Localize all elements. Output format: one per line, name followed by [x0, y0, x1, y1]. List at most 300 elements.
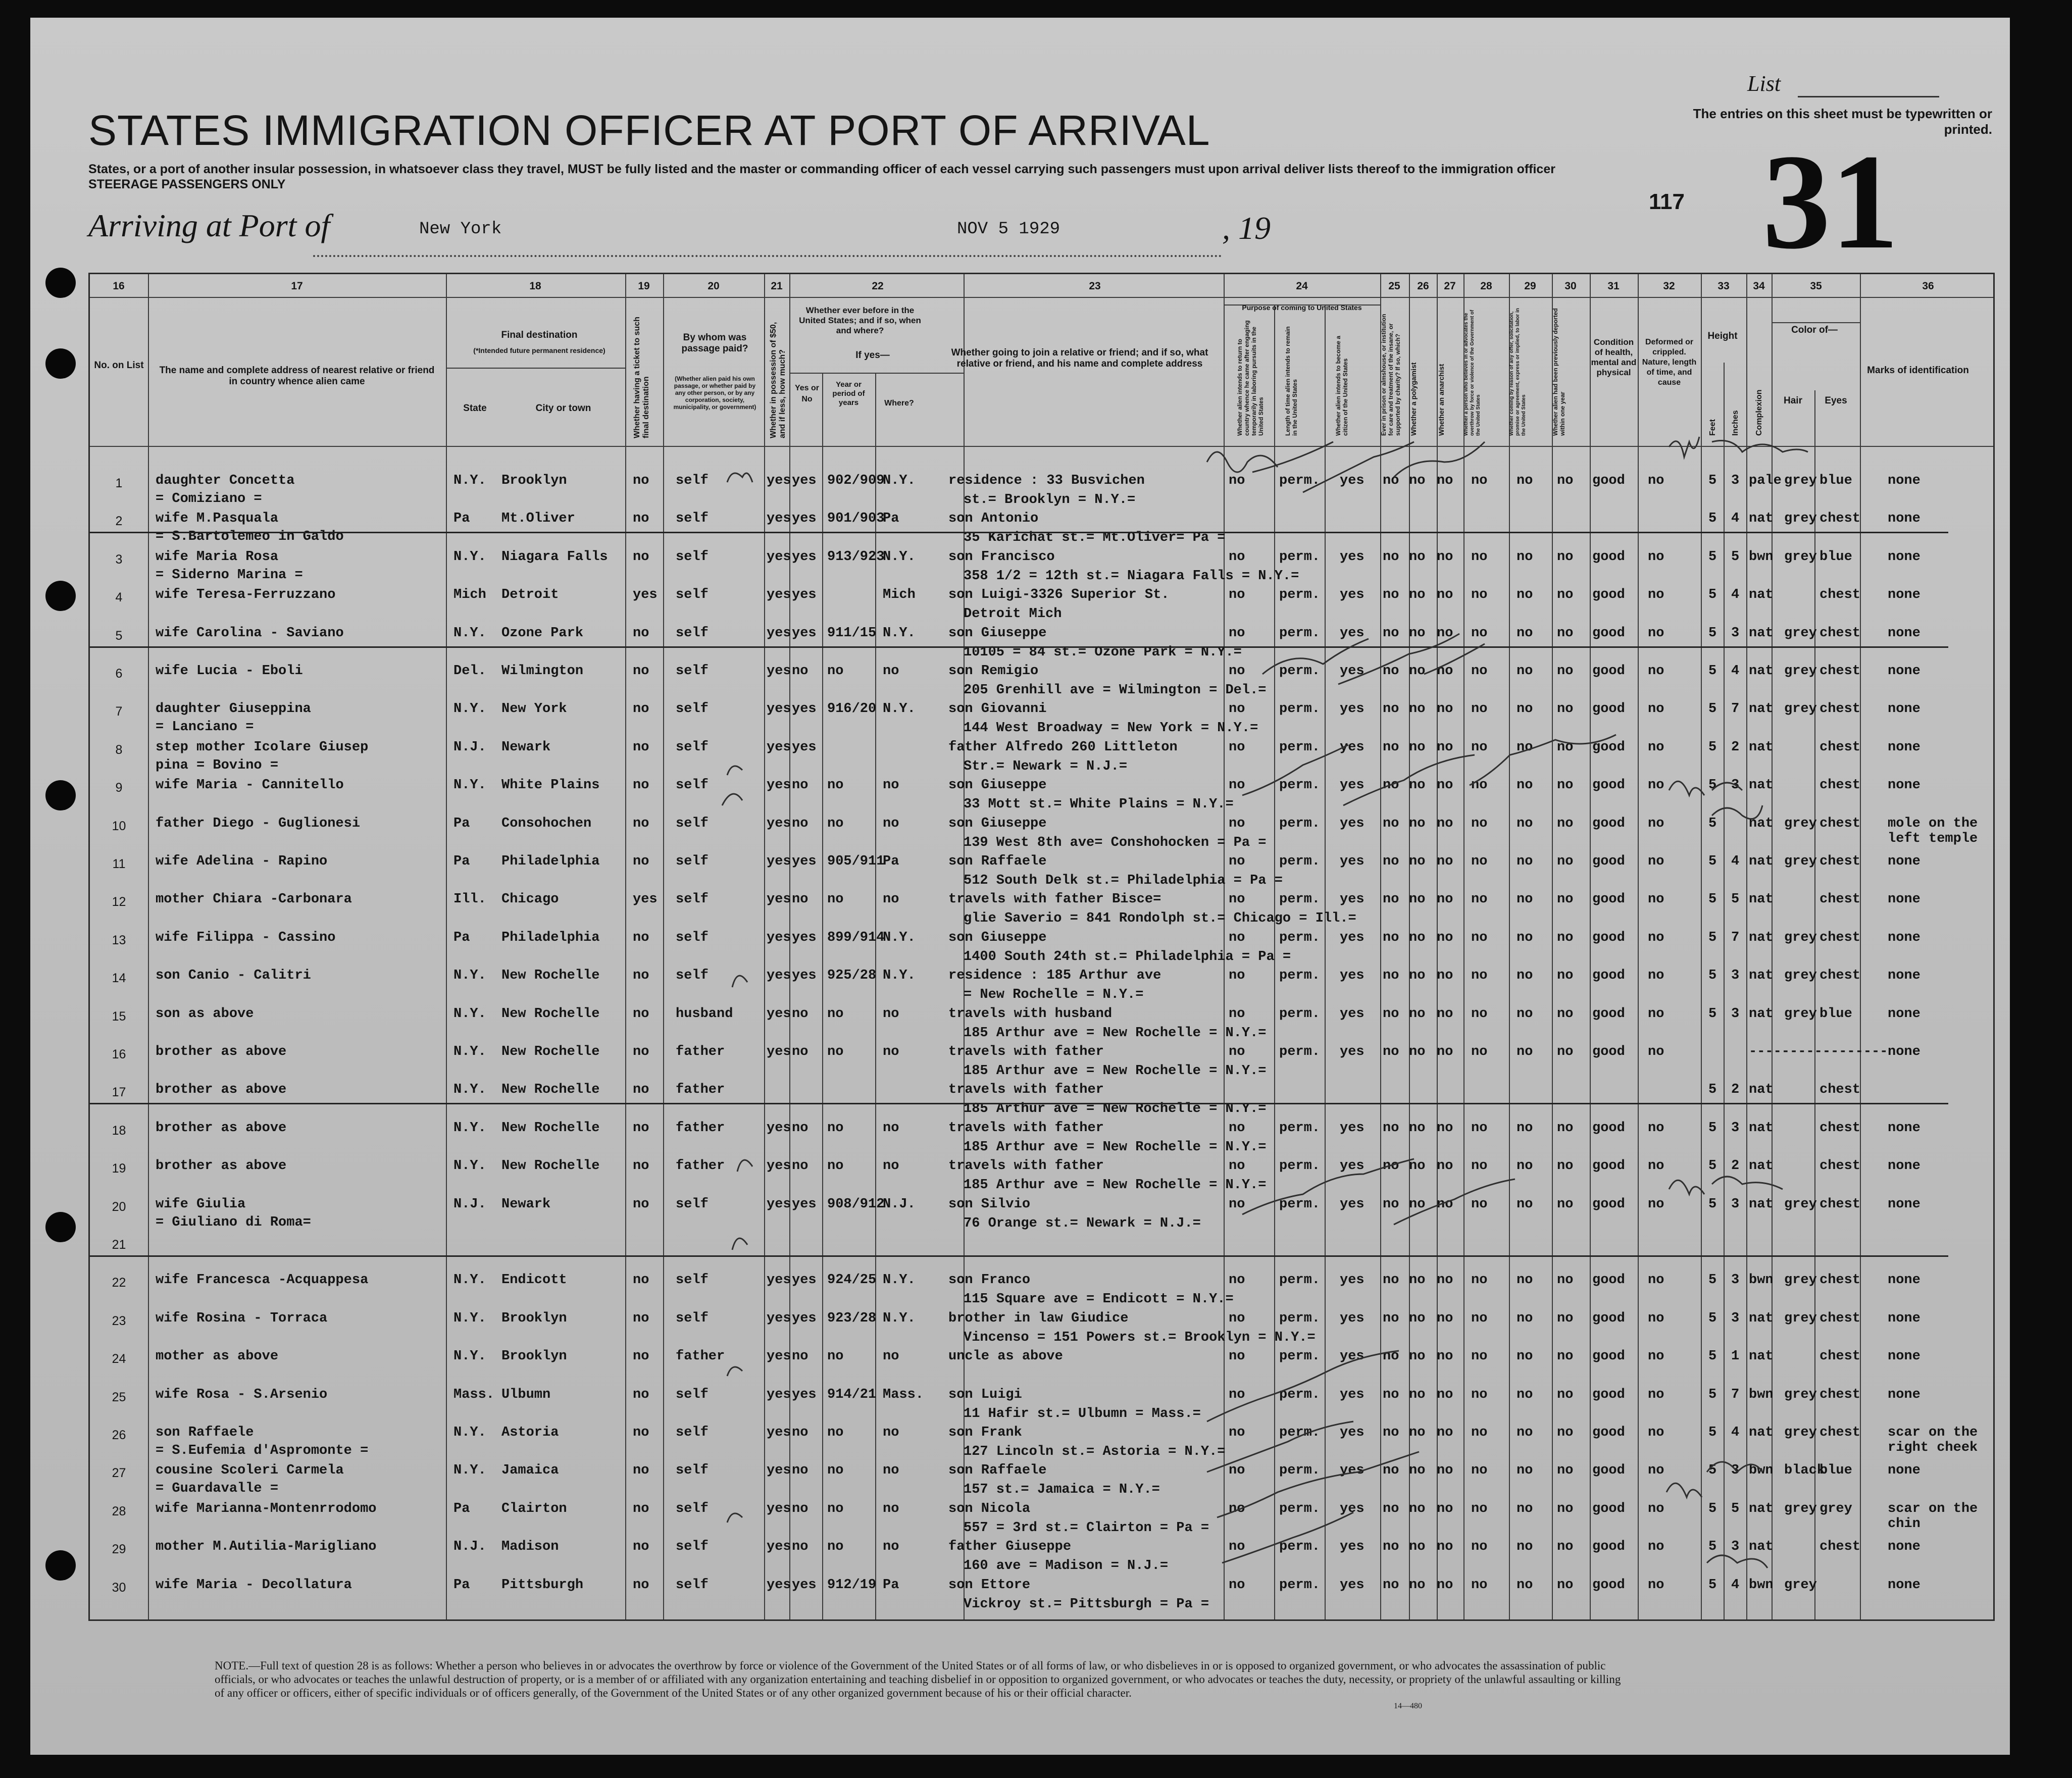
- cell-ft: 5: [1708, 816, 1717, 831]
- cell-join2: 11 Hafir st.= Ulbumn = Mass.=: [964, 1406, 1201, 1421]
- cell-rel1: son Raffaele: [156, 1425, 254, 1440]
- header-hair: Hair: [1784, 395, 1802, 406]
- header-city: City or town: [535, 403, 591, 414]
- cell-c25: no: [1383, 625, 1399, 641]
- cell-marks: none: [1888, 1044, 1921, 1059]
- header-purpose-1: Whether alien intends to return to country whence he came after engaging temporarily in laboring pursuits in the United States: [1236, 320, 1265, 436]
- cell-city: New York: [501, 701, 567, 717]
- cell-eyes: chest: [1820, 1349, 1861, 1364]
- cell-p1: no: [1229, 892, 1245, 907]
- row-number: 19: [112, 1161, 126, 1176]
- cell-c28: no: [1471, 968, 1488, 984]
- cell-where: N.Y.: [883, 1273, 916, 1288]
- cell-city: Astoria: [501, 1425, 559, 1440]
- cell-ft: 5: [1708, 625, 1717, 641]
- cell-ft: 5: [1708, 1539, 1717, 1555]
- cell-city: White Plains: [501, 778, 600, 793]
- cell-health: good: [1592, 968, 1625, 984]
- cell-eyes: chest: [1820, 1082, 1861, 1098]
- cell-yn: no: [792, 1501, 808, 1516]
- cell-rel1: wife Maria Rosa: [156, 549, 279, 565]
- cell-p3: yes: [1340, 625, 1365, 641]
- cell-c26: no: [1409, 1310, 1426, 1326]
- cell-period: 908/912: [827, 1196, 885, 1212]
- cell-cmp: nat: [1749, 1425, 1774, 1440]
- cell-fifty: yes: [767, 587, 791, 603]
- cell-state: N.J.: [453, 1196, 486, 1212]
- cell-eyes: chest: [1820, 854, 1861, 869]
- cell-c26: no: [1409, 1387, 1426, 1402]
- cell-hair: grey: [1784, 1196, 1817, 1212]
- cell-p3: yes: [1340, 664, 1365, 679]
- list-number: 31: [1762, 126, 1899, 277]
- cell-fifty: yes: [767, 511, 791, 527]
- cell-join1: son Luigi: [948, 1387, 1022, 1402]
- entries-note: The entries on this sheet must be typewritten or printed.: [1693, 106, 1992, 137]
- cell-join2: 185 Arthur ave = New Rochelle = N.Y.=: [964, 1063, 1267, 1079]
- cell-ft: 5: [1708, 1501, 1717, 1516]
- cell-state: N.Y.: [453, 701, 486, 717]
- cell-c30: no: [1557, 1158, 1574, 1174]
- column-number: 31: [1607, 280, 1620, 292]
- cell-c29: no: [1517, 1006, 1533, 1022]
- cell-period: 911/15: [827, 625, 877, 641]
- cell-join2: 358 1/2 = 12th st.= Niagara Falls = N.Y.=: [964, 568, 1299, 584]
- cell-in: 4: [1731, 511, 1740, 527]
- header-ticket: Whether having a ticket to such final destination: [633, 317, 650, 438]
- cell-rel2: = S.Bartolemeo in Galdo: [156, 529, 344, 545]
- cell-c29: no: [1517, 587, 1533, 603]
- cell-where: Pa: [883, 1577, 899, 1593]
- cell-p2: perm.: [1279, 1310, 1321, 1326]
- cell-join1: son Giuseppe: [948, 930, 1047, 945]
- cell-period: no: [827, 1425, 844, 1440]
- cell-eyes: chest: [1820, 1539, 1861, 1555]
- cell-yn: yes: [792, 1577, 817, 1593]
- cell-ft: 5: [1708, 511, 1717, 527]
- cell-deformed: no: [1648, 1463, 1664, 1479]
- cell-c28: no: [1471, 1539, 1488, 1555]
- cell-join2: Str.= Newark = N.J.=: [964, 758, 1128, 774]
- cell-ft: 5: [1708, 701, 1717, 717]
- steerage-label: STEERAGE PASSENGERS ONLY: [88, 177, 286, 191]
- row-number: 3: [115, 552, 123, 567]
- cell-p3: yes: [1340, 778, 1365, 793]
- cell-deformed: no: [1648, 778, 1664, 793]
- cell-cmp: nat: [1749, 587, 1774, 603]
- cell-where: Pa: [883, 511, 899, 527]
- cell-c28: no: [1471, 664, 1488, 679]
- column-number: 20: [707, 280, 720, 292]
- cell-ticket: no: [633, 625, 649, 641]
- cell-health: good: [1592, 1196, 1625, 1212]
- cell-p1: no: [1229, 587, 1245, 603]
- cell-c27: no: [1437, 739, 1453, 755]
- cell-health: good: [1592, 1463, 1625, 1479]
- handwritten-scrawl: [1207, 1351, 1419, 1563]
- header-col-27: Whether an anarchist: [1437, 364, 1445, 436]
- cell-join1: residence : 33 Busvichen: [948, 473, 1145, 488]
- cell-fifty: yes: [767, 930, 791, 945]
- cell-paid: husband: [676, 1006, 733, 1022]
- cell-c28: no: [1471, 587, 1488, 603]
- cell-eyes: chest: [1820, 1387, 1861, 1402]
- cell-cmp: bwn: [1749, 1463, 1774, 1479]
- cell-rel1: daughter Concetta: [156, 473, 295, 488]
- cell-city: Brooklyn: [501, 473, 567, 488]
- cell-p1: no: [1229, 625, 1245, 641]
- cell-p2: perm.: [1279, 1044, 1321, 1059]
- header-fifty: Whether in possession of $50, and if less, how much?: [769, 322, 787, 438]
- cell-p2: perm.: [1279, 473, 1321, 488]
- cell-p3: yes: [1340, 739, 1365, 755]
- header-paid-by-sub: (Whether alien paid his own passage, or whether paid by any other person, or by any corporation, society, municipality, or government): [673, 375, 756, 411]
- cell-marks: none: [1888, 549, 1921, 565]
- list-label: List: [1747, 71, 1781, 96]
- row-number: 25: [112, 1390, 126, 1404]
- cell-c29: no: [1517, 1425, 1533, 1440]
- column-number: 27: [1444, 280, 1456, 292]
- row-number: 20: [112, 1199, 126, 1214]
- cell-city: New Rochelle: [501, 968, 600, 984]
- cell-period: no: [827, 816, 844, 831]
- cell-c28: no: [1471, 1425, 1488, 1440]
- cell-where: no: [883, 1120, 899, 1136]
- cell-city: Madison: [501, 1539, 559, 1555]
- cell-marks: none: [1888, 1006, 1921, 1022]
- cell-c29: no: [1517, 625, 1533, 641]
- cell-c26: no: [1409, 892, 1426, 907]
- header-color-of: Color of—: [1791, 325, 1838, 335]
- cell-p3: yes: [1340, 587, 1365, 603]
- cell-c28: no: [1471, 930, 1488, 945]
- cell-p1: no: [1229, 1577, 1245, 1593]
- cell-paid: self: [676, 854, 709, 869]
- cell-c26: no: [1409, 854, 1426, 869]
- cell-marks: none: [1888, 511, 1921, 527]
- row-number: 26: [112, 1428, 126, 1442]
- cell-period: 913/923: [827, 549, 885, 565]
- cell-in: 2: [1731, 1082, 1740, 1098]
- cell-where: Mich: [883, 587, 916, 603]
- cell-paid: self: [676, 587, 709, 603]
- cell-fifty: yes: [767, 549, 791, 565]
- row-number: 1: [115, 476, 123, 490]
- cell-in: 3: [1731, 1120, 1740, 1136]
- cell-join1: son Giuseppe: [948, 625, 1047, 641]
- cell-c27: no: [1437, 1006, 1453, 1022]
- cell-ft: 5: [1708, 1425, 1717, 1440]
- cell-where: N.Y.: [883, 930, 916, 945]
- cell-state: N.Y.: [453, 1006, 486, 1022]
- cell-rel1: mother Chiara -Carbonara: [156, 892, 352, 907]
- cell-hair: grey: [1784, 1577, 1817, 1593]
- cell-rel1: step mother Icolare Giusep: [156, 739, 369, 755]
- cell-yn: no: [792, 664, 808, 679]
- cell-hair: grey: [1784, 1310, 1817, 1326]
- header-paid-by: By whom was passage paid?: [681, 332, 748, 354]
- cell-ft: 5: [1708, 1310, 1717, 1326]
- cell-where: no: [883, 1425, 899, 1440]
- cell-ft: 5: [1708, 739, 1717, 755]
- cell-c29: no: [1517, 1387, 1533, 1402]
- cell-fifty: yes: [767, 473, 791, 488]
- cell-where: no: [883, 664, 899, 679]
- port-value: New York: [419, 220, 502, 239]
- cell-join2: 1400 South 24th st.= Philadelphia = Pa =: [964, 949, 1291, 964]
- cell-c25: no: [1383, 1577, 1399, 1593]
- cell-p3: yes: [1340, 549, 1365, 565]
- cell-eyes: chest: [1820, 968, 1861, 984]
- cell-state: Pa: [453, 1577, 470, 1593]
- row-number: 7: [115, 704, 123, 719]
- cell-c26: no: [1409, 473, 1426, 488]
- cell-ticket: no: [633, 1006, 649, 1022]
- cell-city: Ulbumn: [501, 1387, 551, 1402]
- cell-c26: no: [1409, 1349, 1426, 1364]
- cell-state: Pa: [453, 816, 470, 831]
- cell-p1: no: [1229, 968, 1245, 984]
- cell-fifty: yes: [767, 1196, 791, 1212]
- cell-c25: no: [1383, 701, 1399, 717]
- cell-marks: none: [1888, 930, 1921, 945]
- cell-c26: no: [1409, 1539, 1426, 1555]
- cell-ft: 5: [1708, 1006, 1717, 1022]
- cell-join2: 33 Mott st.= White Plains = N.Y.=: [964, 797, 1234, 812]
- cell-c27: no: [1437, 549, 1453, 565]
- cell-marks: none: [1888, 587, 1921, 603]
- cell-health: good: [1592, 1387, 1625, 1402]
- cell-paid: self: [676, 625, 709, 641]
- cell-c29: no: [1517, 739, 1533, 755]
- handwritten-scrawl: [1262, 634, 1488, 684]
- cell-cmp: bwn: [1749, 1577, 1774, 1593]
- cell-period: no: [827, 1539, 844, 1555]
- cell-c27: no: [1437, 1387, 1453, 1402]
- cell-in: 3: [1731, 968, 1740, 984]
- cell-c27: no: [1437, 1310, 1453, 1326]
- cell-c30: no: [1557, 892, 1574, 907]
- cell-p3: yes: [1340, 1158, 1365, 1174]
- cell-cmp: nat: [1749, 511, 1774, 527]
- cell-city: New Rochelle: [501, 1120, 600, 1136]
- cell-c27: no: [1437, 1196, 1453, 1212]
- row-number: 8: [115, 742, 123, 757]
- cell-cmp: nat: [1749, 739, 1774, 755]
- cell-marks: mole on the left temple: [1888, 816, 1978, 846]
- cell-hair: grey: [1784, 1387, 1817, 1402]
- cell-hair: grey: [1784, 1425, 1817, 1440]
- cell-join1: brother in law Giudice: [948, 1310, 1129, 1326]
- cell-where: no: [883, 1349, 899, 1364]
- cell-deformed: no: [1648, 1120, 1664, 1136]
- cell-c25: no: [1383, 930, 1399, 945]
- cell-p2: perm.: [1279, 778, 1321, 793]
- cell-period: no: [827, 778, 844, 793]
- cell-join1: son Frank: [948, 1425, 1022, 1440]
- cell-paid: self: [676, 549, 709, 565]
- cell-period: 914/21: [827, 1387, 877, 1402]
- cell-join1: travels with father: [948, 1158, 1104, 1174]
- cell-state: Pa: [453, 930, 470, 945]
- row-number: 30: [112, 1580, 126, 1595]
- cell-join2: 76 Orange st.= Newark = N.J.=: [964, 1215, 1201, 1231]
- row-number: 2: [115, 514, 123, 529]
- cell-state: N.J.: [453, 1539, 486, 1555]
- cell-c30: no: [1557, 549, 1574, 565]
- cell-period: 925/28: [827, 968, 877, 984]
- cell-p3: yes: [1340, 1501, 1365, 1516]
- cell-deformed: no: [1648, 816, 1664, 831]
- cell-c27: no: [1437, 587, 1453, 603]
- cell-c30: no: [1557, 1387, 1574, 1402]
- cell-p2: perm.: [1279, 701, 1321, 717]
- cell-paid: self: [676, 1463, 709, 1479]
- cell-deformed: no: [1648, 1577, 1664, 1593]
- cell-ticket: no: [633, 664, 649, 679]
- header-period: Year or period of years: [832, 380, 865, 407]
- cell-join2: 512 South Delk st.= Philadelphia = Pa =: [964, 873, 1283, 888]
- cell-period: no: [827, 1463, 844, 1479]
- cell-in: 7: [1731, 1387, 1740, 1402]
- cell-cmp: nat: [1749, 816, 1774, 831]
- cell-c25: no: [1383, 739, 1399, 755]
- cell-ticket: no: [633, 930, 649, 945]
- cell-join1: son Francisco: [948, 549, 1055, 565]
- cell-period: no: [827, 1349, 844, 1364]
- column-number: 19: [638, 280, 650, 292]
- cell-cmp: pale: [1749, 473, 1782, 488]
- cell-in: 5: [1731, 549, 1740, 565]
- cell-marks: none: [1888, 1463, 1921, 1479]
- handwritten-scrawl: [1207, 442, 1488, 492]
- cell-in: 1: [1731, 1349, 1740, 1364]
- cell-yn: no: [792, 1044, 808, 1059]
- cell-city: New Rochelle: [501, 1082, 600, 1098]
- cell-c28: no: [1471, 739, 1488, 755]
- cell-c28: no: [1471, 892, 1488, 907]
- column-number: 23: [1089, 280, 1101, 292]
- header-state: State: [463, 403, 487, 414]
- cell-where: no: [883, 1158, 899, 1174]
- cell-join2: glie Saverio = 841 Rondolph st.= Chicago = Ill.=: [964, 911, 1356, 927]
- cell-c26: no: [1409, 587, 1426, 603]
- page-title: STATES IMMIGRATION OFFICER AT PORT OF ARRIVAL: [88, 107, 1210, 154]
- cell-p1: no: [1229, 854, 1245, 869]
- cell-c28: no: [1471, 549, 1488, 565]
- cell-p2: perm.: [1279, 664, 1321, 679]
- cell-ticket: no: [633, 816, 649, 831]
- cell-p1: no: [1229, 664, 1245, 679]
- cell-c26: no: [1409, 1425, 1426, 1440]
- cell-p3: yes: [1340, 816, 1365, 831]
- cell-ft: 5: [1708, 1196, 1717, 1212]
- cell-state: Mass.: [453, 1387, 495, 1402]
- cell-c29: no: [1517, 854, 1533, 869]
- cell-paid: self: [676, 816, 709, 831]
- cell-c30: no: [1557, 739, 1574, 755]
- cell-p2: perm.: [1279, 930, 1321, 945]
- cell-rel1: wife Giulia: [156, 1196, 246, 1212]
- cell-c26: no: [1409, 1006, 1426, 1022]
- cell-city: Endicott: [501, 1273, 567, 1288]
- column-number: 35: [1810, 280, 1822, 292]
- cell-p2: perm.: [1279, 1273, 1321, 1288]
- cell-state: Pa: [453, 1501, 470, 1516]
- cell-fifty: yes: [767, 1577, 791, 1593]
- cell-state: N.Y.: [453, 1082, 486, 1098]
- cell-join2: 205 Grenhill ave = Wilmington = Del.=: [964, 683, 1267, 698]
- row-number: 4: [115, 590, 123, 605]
- manifest-sheet: [30, 18, 2010, 1755]
- cell-join2: 157 st.= Jamaica = N.Y.=: [964, 1482, 1160, 1498]
- column-number: 17: [291, 280, 303, 292]
- cell-health: good: [1592, 1425, 1625, 1440]
- header-complexion: Complexion: [1755, 389, 1763, 436]
- cell-c25: no: [1383, 1120, 1399, 1136]
- cell-state: N.Y.: [453, 1425, 486, 1440]
- cell-p1: no: [1229, 1196, 1245, 1212]
- cell-paid: self: [676, 1425, 709, 1440]
- cell-join2: 557 = 3rd st.= Clairton = Pa =: [964, 1520, 1209, 1536]
- cell-ft: 5: [1708, 587, 1717, 603]
- cell-yn: yes: [792, 1387, 817, 1402]
- cell-health: good: [1592, 1310, 1625, 1326]
- cell-rel1: son Canio - Calitri: [156, 968, 311, 984]
- cell-marks: none: [1888, 1158, 1921, 1174]
- cell-c25: no: [1383, 1044, 1399, 1059]
- handwritten-scrawl: [722, 473, 752, 1522]
- cell-p2: perm.: [1279, 1387, 1321, 1402]
- cell-c29: no: [1517, 1310, 1533, 1326]
- row-number: 17: [112, 1085, 126, 1100]
- cell-hair: grey: [1784, 968, 1817, 984]
- cell-c26: no: [1409, 778, 1426, 793]
- cell-rel2: = Lanciano =: [156, 720, 254, 735]
- cell-in: 3: [1731, 1273, 1740, 1288]
- cell-cmp: nat: [1749, 1501, 1774, 1516]
- cell-c28: no: [1471, 1120, 1488, 1136]
- cell-join1: son Remigio: [948, 664, 1039, 679]
- cell-marks: none: [1888, 1120, 1921, 1136]
- cell-c30: no: [1557, 1539, 1574, 1555]
- header-where: Where?: [884, 399, 914, 408]
- cell-join2: 127 Lincoln st.= Astoria = N.Y.=: [964, 1444, 1226, 1459]
- cell-p2: perm.: [1279, 1120, 1321, 1136]
- cell-c26: no: [1409, 1577, 1426, 1593]
- cell-c25: no: [1383, 1501, 1399, 1516]
- handwritten-scrawl: [1242, 735, 1616, 805]
- column-number: 22: [872, 280, 884, 292]
- cell-p2: perm.: [1279, 1425, 1321, 1440]
- row-number: 10: [112, 819, 126, 833]
- cell-state: N.J.: [453, 739, 486, 755]
- cell-period: no: [827, 1120, 844, 1136]
- cell-state: N.Y.: [453, 968, 486, 984]
- cell-in: 3: [1731, 625, 1740, 641]
- cell-fifty: yes: [767, 1425, 791, 1440]
- cell-state: N.Y.: [453, 1349, 486, 1364]
- cell-c26: no: [1409, 739, 1426, 755]
- cell-marks: none: [1888, 625, 1921, 641]
- cell-health: good: [1592, 1501, 1625, 1516]
- cell-in: 3: [1731, 1006, 1740, 1022]
- row-number: 12: [112, 895, 126, 909]
- cell-paid: father: [676, 1158, 725, 1174]
- cell-marks: none: [1888, 1349, 1921, 1364]
- cell-state: Pa: [453, 854, 470, 869]
- row-number: 24: [112, 1352, 126, 1366]
